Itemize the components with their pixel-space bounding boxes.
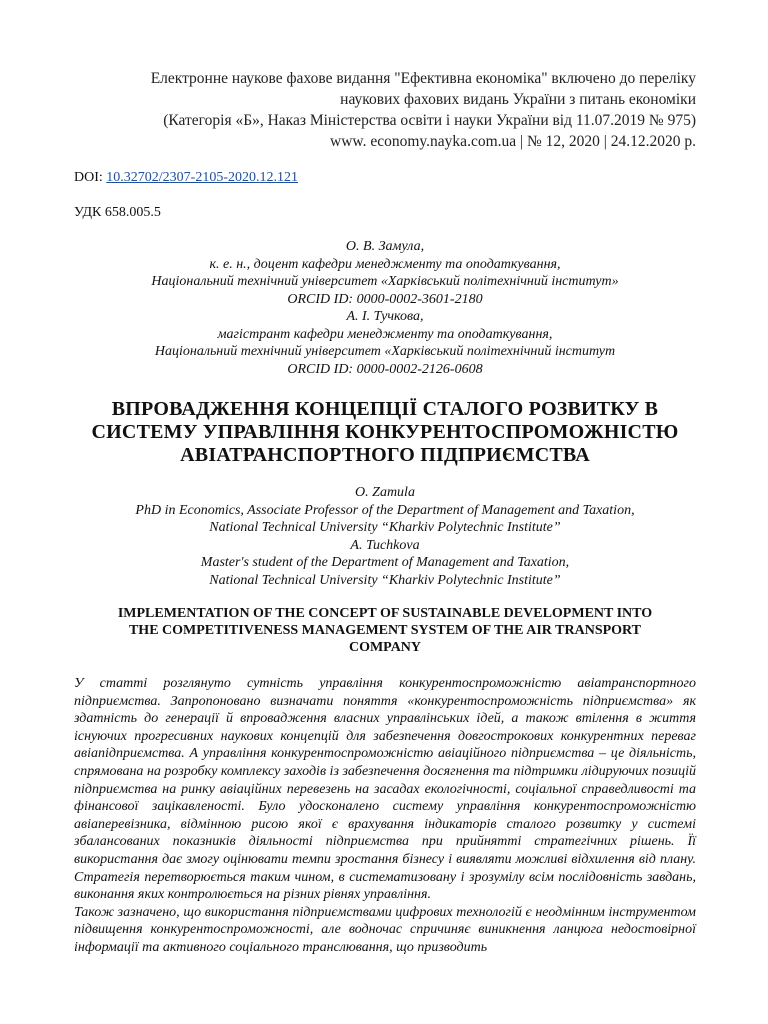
- author-affiliation: National Technical University “Kharkiv Polytechnic Institute”: [209, 572, 561, 588]
- authors-ua: [74, 238, 696, 378]
- title-line: COMPANY: [348, 640, 422, 655]
- author-name: О. В. Замула,: [345, 239, 425, 254]
- doi-link[interactable]: 10.32702/2307-2105-2020.12.121: [106, 170, 298, 185]
- doi-label: DOI:: [74, 170, 107, 185]
- header-line: Електронне наукове фахове видання "Ефективна економіка" включено до переліку: [150, 70, 696, 87]
- title-line: АВІАТРАНСПОРТНОГО ПІДПРИЄМСТВА: [180, 444, 590, 466]
- abstract: [74, 675, 696, 957]
- author-name: A. Tuchkova: [350, 537, 420, 553]
- author-name: А. І. Тучкова,: [346, 309, 424, 324]
- author-affiliation: National Technical University “Kharkiv Polytechnic Institute”: [209, 520, 561, 535]
- author-orcid: ORCID ID: 0000-0002-2126-0608: [287, 361, 483, 377]
- author-position: к. е. н., доцент кафедри менеджменту та оподаткування,: [209, 256, 561, 272]
- header-line: (Категорія «Б», Наказ Міністерства освіти і науки України від 11.07.2019 № 975): [163, 112, 696, 129]
- authors-en: [74, 484, 696, 589]
- abstract-paragraph: Також зазначено, що використання підприємствами цифрових технологій є неодмінним інструментом підвищення конкурентоспроможності, але водночас спричиняє виникнення ланцюга недостовірної інформації та активного соціального транслювання, що призводить: [74, 904, 696, 955]
- title-line: ВПРОВАДЖЕННЯ КОНЦЕПЦІЇ СТАЛОГО РОЗВИТКУ В: [111, 398, 659, 420]
- title-line: IMPLEMENTATION OF THE CONCEPT OF SUSTAINABLE DEVELOPMENT INTO: [117, 606, 653, 621]
- abstract-paragraph: У статті розглянуто сутність управління конкурентоспроможністю авіатранспортного підприємства. Запропоновано визначати поняття «конкурентоспроможність підприємства» як здатність до генерації й впровадження власних управлінських ідей, а також втілення в життя існуючих прогресивних наукових концепцій для забезпечення довгострокових конкурентних переваг авіапідприємства. А управління конкурентоспроможністю авіаційного підприємства – це діяльність, спрямована на розробку комплексу заходів із забезпечення досягнення та підтримки лідируючих позицій підприємства на ринку авіаційних перевезень на засадах екологічності, соціальної справедливості та фінансової зацікавленості. Було удосконалено систему управління конкурентоспроможністю авіаперевізника, відмінною рисою якої є врахування індикаторів сталого розвитку у системі збалансованих показників діяльності підприємства при прийнятті стратегічних рішень. Її використання дає змогу оцінювати темпи зростання бізнесу і виявляти можливі відхилення від плану. Стратегія перетворюється таким чином, в систематизовану і зрозумілу всім послідовність завдань, виконання яких контролюється на різних рівнях управління.: [74, 676, 696, 903]
- header-line: www. economy.nayka.com.ua | № 12, 2020 | 24.12.2020 р.: [330, 133, 696, 150]
- title-line: СИСТЕМУ УПРАВЛІННЯ КОНКУРЕНТОСПРОМОЖНІСТЮ: [91, 421, 679, 443]
- author-position: Master's student of the Department of Management and Taxation,: [200, 555, 570, 570]
- title-line: THE COMPETITIVENESS MANAGEMENT SYSTEM OF THE AIR TRANSPORT: [128, 623, 642, 638]
- doi-line: [74, 170, 696, 186]
- header-line: наукових фахових видань України з питань економіки: [340, 91, 696, 108]
- author-name: O. Zamula: [355, 485, 415, 500]
- author-position: магістрант кафедри менеджменту та оподаткування,: [217, 326, 553, 342]
- udk-code: УДК 658.005.5: [74, 205, 161, 220]
- journal-header: [74, 0, 696, 152]
- author-affiliation: Національний технічний університет «Харківський політехнічний інститут»: [151, 274, 619, 289]
- article-title-ua: [74, 398, 696, 467]
- author-orcid: ORCID ID: 0000-0002-3601-2180: [287, 291, 483, 307]
- author-position: PhD in Economics, Associate Professor of the Department of Management and Taxation,: [135, 502, 635, 518]
- author-affiliation: Національний технічний університет «Харківський політехнічний інститут: [154, 344, 616, 359]
- article-title-en: [74, 605, 696, 656]
